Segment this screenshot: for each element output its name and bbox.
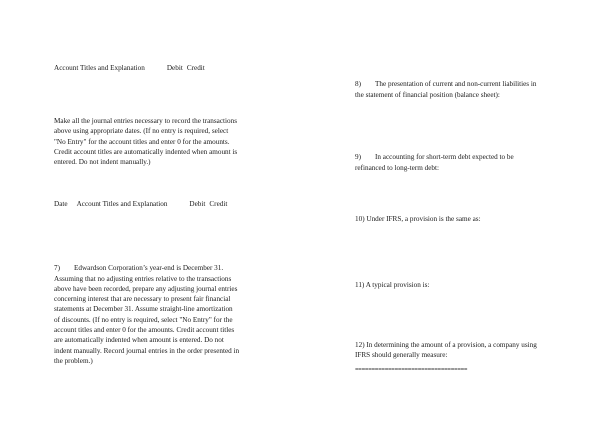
question-7-text: Edwardson Corporation’s year-end is December 31. Assuming that no adjusting entries relative to the transactions above have been recorded, prepare any adjusting journal entries concerning interest that are necessary to present fair financial statements at December 31. Assume straight-line amortization of discounts. (If no entry is required, select "No Entry" for the account titles and enter 0 for the amounts. Credit account titles are automatically indented when amount is entered. Do not indent manually. Record journal entries in the order presented in the problem.) bbox=[54, 264, 240, 365]
separator-line: ================================== bbox=[355, 366, 468, 373]
account-titles-heading: Account Titles and Explanation bbox=[54, 64, 145, 73]
question-9-number: 9) bbox=[355, 153, 361, 162]
question-9-text: In accounting for short-term debt expected to be refinanced to long-term debt: bbox=[355, 153, 514, 172]
question-11: 11) A typical provision is: bbox=[355, 281, 430, 289]
question-8-text: The presentation of current and non-current liabilities in the statement of financial position (balance sheet): bbox=[355, 80, 537, 99]
date-heading: Date bbox=[54, 200, 68, 209]
debit-heading: Debit bbox=[166, 64, 183, 73]
journal-header-dated bbox=[54, 189, 227, 210]
question-12: 12) In determining the amount of a provision, a company using IFRS should generally measure: bbox=[355, 341, 537, 360]
question-9 bbox=[355, 142, 575, 173]
journal-header-top bbox=[54, 53, 205, 74]
question-7 bbox=[54, 253, 279, 366]
account-titles-heading-2: Account Titles and Explanation bbox=[76, 200, 168, 209]
question-7-number: 7) bbox=[54, 264, 60, 273]
question-10: 10) Under IFRS, a provision is the same as: bbox=[355, 215, 481, 223]
credit-heading-2: Credit bbox=[209, 200, 228, 209]
question-8 bbox=[355, 69, 575, 100]
debit-heading-2: Debit bbox=[189, 200, 206, 209]
credit-heading: Credit bbox=[186, 64, 205, 73]
question-8-number: 8) bbox=[355, 80, 361, 89]
journal-instructions: Make all the journal entries necessary to record the transactions above using appropriate dates. (If no entry is required, select "No Entry" for the account titles and enter 0 for the amounts. Credit account titles are automatically indented when amount is entered. Do not indent manually.) bbox=[54, 117, 238, 167]
